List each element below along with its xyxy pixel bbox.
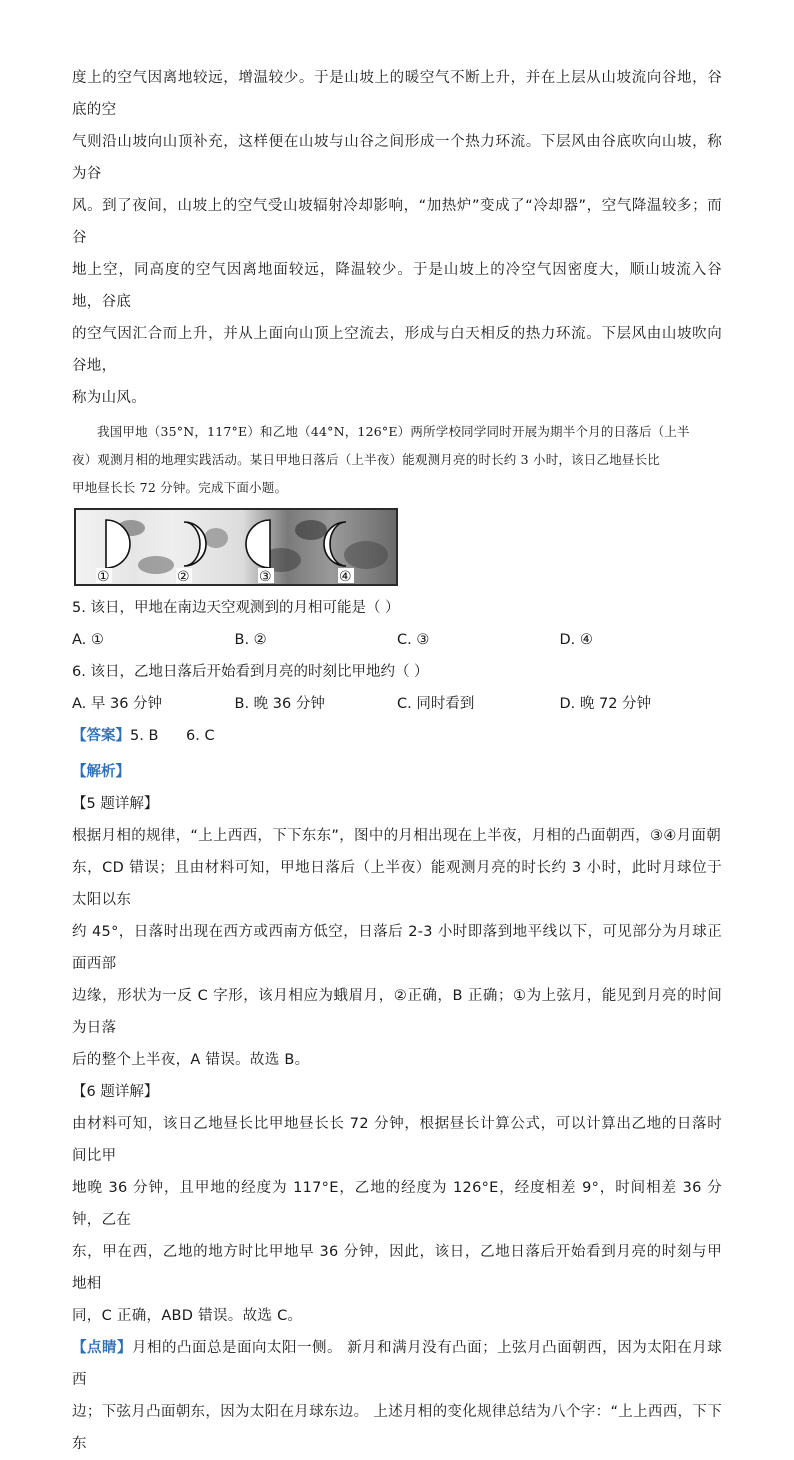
intro-line: 风。到了夜间，山坡上的空气受山坡辐射冷却影响，“加热炉”变成了“冷却器”，空气降温较多；而谷	[72, 198, 722, 246]
option-a[interactable]: A. 早 36 分钟	[72, 696, 163, 712]
moon-label: ①	[97, 569, 110, 584]
detail-line: 根据月相的规律，“上上西西，下下东东”，图中的月相出现在上半夜，月相的凸面朝西，③④月面朝	[72, 828, 722, 844]
detail-line: 边缘，形状为一反 C 字形，该月相应为蛾眉月，②正确，B 正确；①为上弦月，能见到月亮的时间为日落	[72, 988, 722, 1036]
detail-line: 后的整个上半夜，A 错误。故选 B。	[72, 1052, 310, 1068]
moon-label: ④	[339, 569, 352, 584]
option-b[interactable]: B. 晚 36 分钟	[234, 696, 325, 712]
option-c[interactable]: C. 同时看到	[397, 696, 475, 712]
moon-phase-figure	[74, 508, 398, 586]
answer-tag: 【答案】	[72, 728, 130, 744]
option-c[interactable]: C. ③	[397, 632, 430, 648]
tip-line: 【点睛】月相的凸面总是面向太阳一侧。 新月和满月没有凸面；上弦月凸面朝西，因为太阳在月球西	[72, 1340, 723, 1388]
detail-line: 东，甲在西，乙地的地方时比甲地早 36 分钟，因此，该日，乙地日落后开始看到月亮的时刻与甲地相	[72, 1244, 722, 1292]
q6-detail-title: 【6 题详解】	[72, 1084, 159, 1100]
moon-label: ②	[177, 569, 190, 584]
intro-line: 气则沿山坡向山顶补充，这样便在山坡与山谷之间形成一个热力环流。下层风由谷底吹向山坡，称为谷	[72, 134, 722, 182]
option-b[interactable]: B. ②	[234, 632, 267, 648]
material-line: 我国甲地（35°N，117°E）和乙地（44°N，126°E）两所学校同学同时开展为期半个月的日落后（上半	[97, 424, 690, 439]
moon-3-icon	[246, 520, 270, 568]
tip-line: 边；下弦月凸面朝东，因为太阳在月球东边。 上述月相的变化规律总结为八个字：“上上西西，下下东	[72, 1404, 722, 1452]
intro-line: 称为山风。	[72, 390, 146, 406]
option-d[interactable]: D. 晚 72 分钟	[559, 696, 652, 712]
detail-line: 约 45°，日落时出现在西方或西南方低空，日落后 2-3 小时即落到地平线以下，可见部分为月球正面西部	[72, 924, 722, 972]
intro-line: 的空气因汇合而上升，并从上面向山顶上空流去，形成与白天相反的热力环流。下层风由山坡吹向谷地，	[72, 326, 722, 374]
tip-section	[72, 1332, 722, 1460]
question-5	[72, 592, 722, 656]
question-stem: 6. 该日，乙地日落后开始看到月亮的时刻比甲地约（ ）	[72, 664, 429, 680]
question-options	[72, 624, 722, 656]
answer-line	[72, 720, 722, 752]
question-stem: 5. 该日，甲地在南边天空观测到的月相可能是（ ）	[72, 600, 400, 616]
option-a[interactable]: A. ①	[72, 632, 104, 648]
intro-line: 度上的空气因离地较远，增温较少。于是山坡上的暖空气不断上升，并在上层从山坡流向谷地，谷底的空	[72, 70, 722, 118]
document-page	[72, 62, 722, 1460]
detail-line: 由材料可知，该日乙地昼长比甲地昼长长 72 分钟，根据昼长计算公式，可以计算出乙地的日落时间比甲	[72, 1116, 722, 1164]
moon-4-icon	[324, 522, 346, 566]
tip-tag: 【点睛】	[72, 1340, 133, 1356]
answer-text: 5. B 6. C	[130, 728, 215, 744]
q5-detail-title: 【5 题详解】	[72, 796, 159, 812]
question-options	[72, 688, 722, 720]
material-paragraph	[72, 418, 722, 502]
moon-label: ③	[259, 569, 272, 584]
material-line: 甲地昼长长 72 分钟。完成下面小题。	[72, 480, 288, 495]
moon-2-icon	[184, 522, 206, 566]
intro-line: 地上空，同高度的空气因离地面较远，降温较少。于是山坡上的冷空气因密度大，顺山坡流入谷地，谷底	[72, 262, 722, 310]
q6-detail	[72, 1108, 722, 1332]
question-6	[72, 656, 722, 720]
q5-detail	[72, 820, 722, 1076]
option-d[interactable]: D. ④	[559, 632, 593, 648]
material-line: 夜）观测月相的地理实践活动。某日甲地日落后（上半夜）能观测月亮的时长约 3 小时，该日乙地昼长比	[72, 452, 661, 467]
detail-line: 同，C 正确，ABD 错误。故选 C。	[72, 1308, 303, 1324]
intro-paragraph	[72, 62, 722, 414]
detail-line: 地晚 36 分钟，且甲地的经度为 117°E，乙地的经度为 126°E，经度相差 9°，时间相差 36 分钟，乙在	[72, 1180, 722, 1228]
moon-phase-drawing	[76, 510, 396, 584]
analysis-tag: 【解析】	[72, 764, 130, 780]
detail-line: 东，CD 错误；且由材料可知，甲地日落后（上半夜）能观测月亮的时长约 3 小时，此时月球位于太阳以东	[72, 860, 722, 908]
